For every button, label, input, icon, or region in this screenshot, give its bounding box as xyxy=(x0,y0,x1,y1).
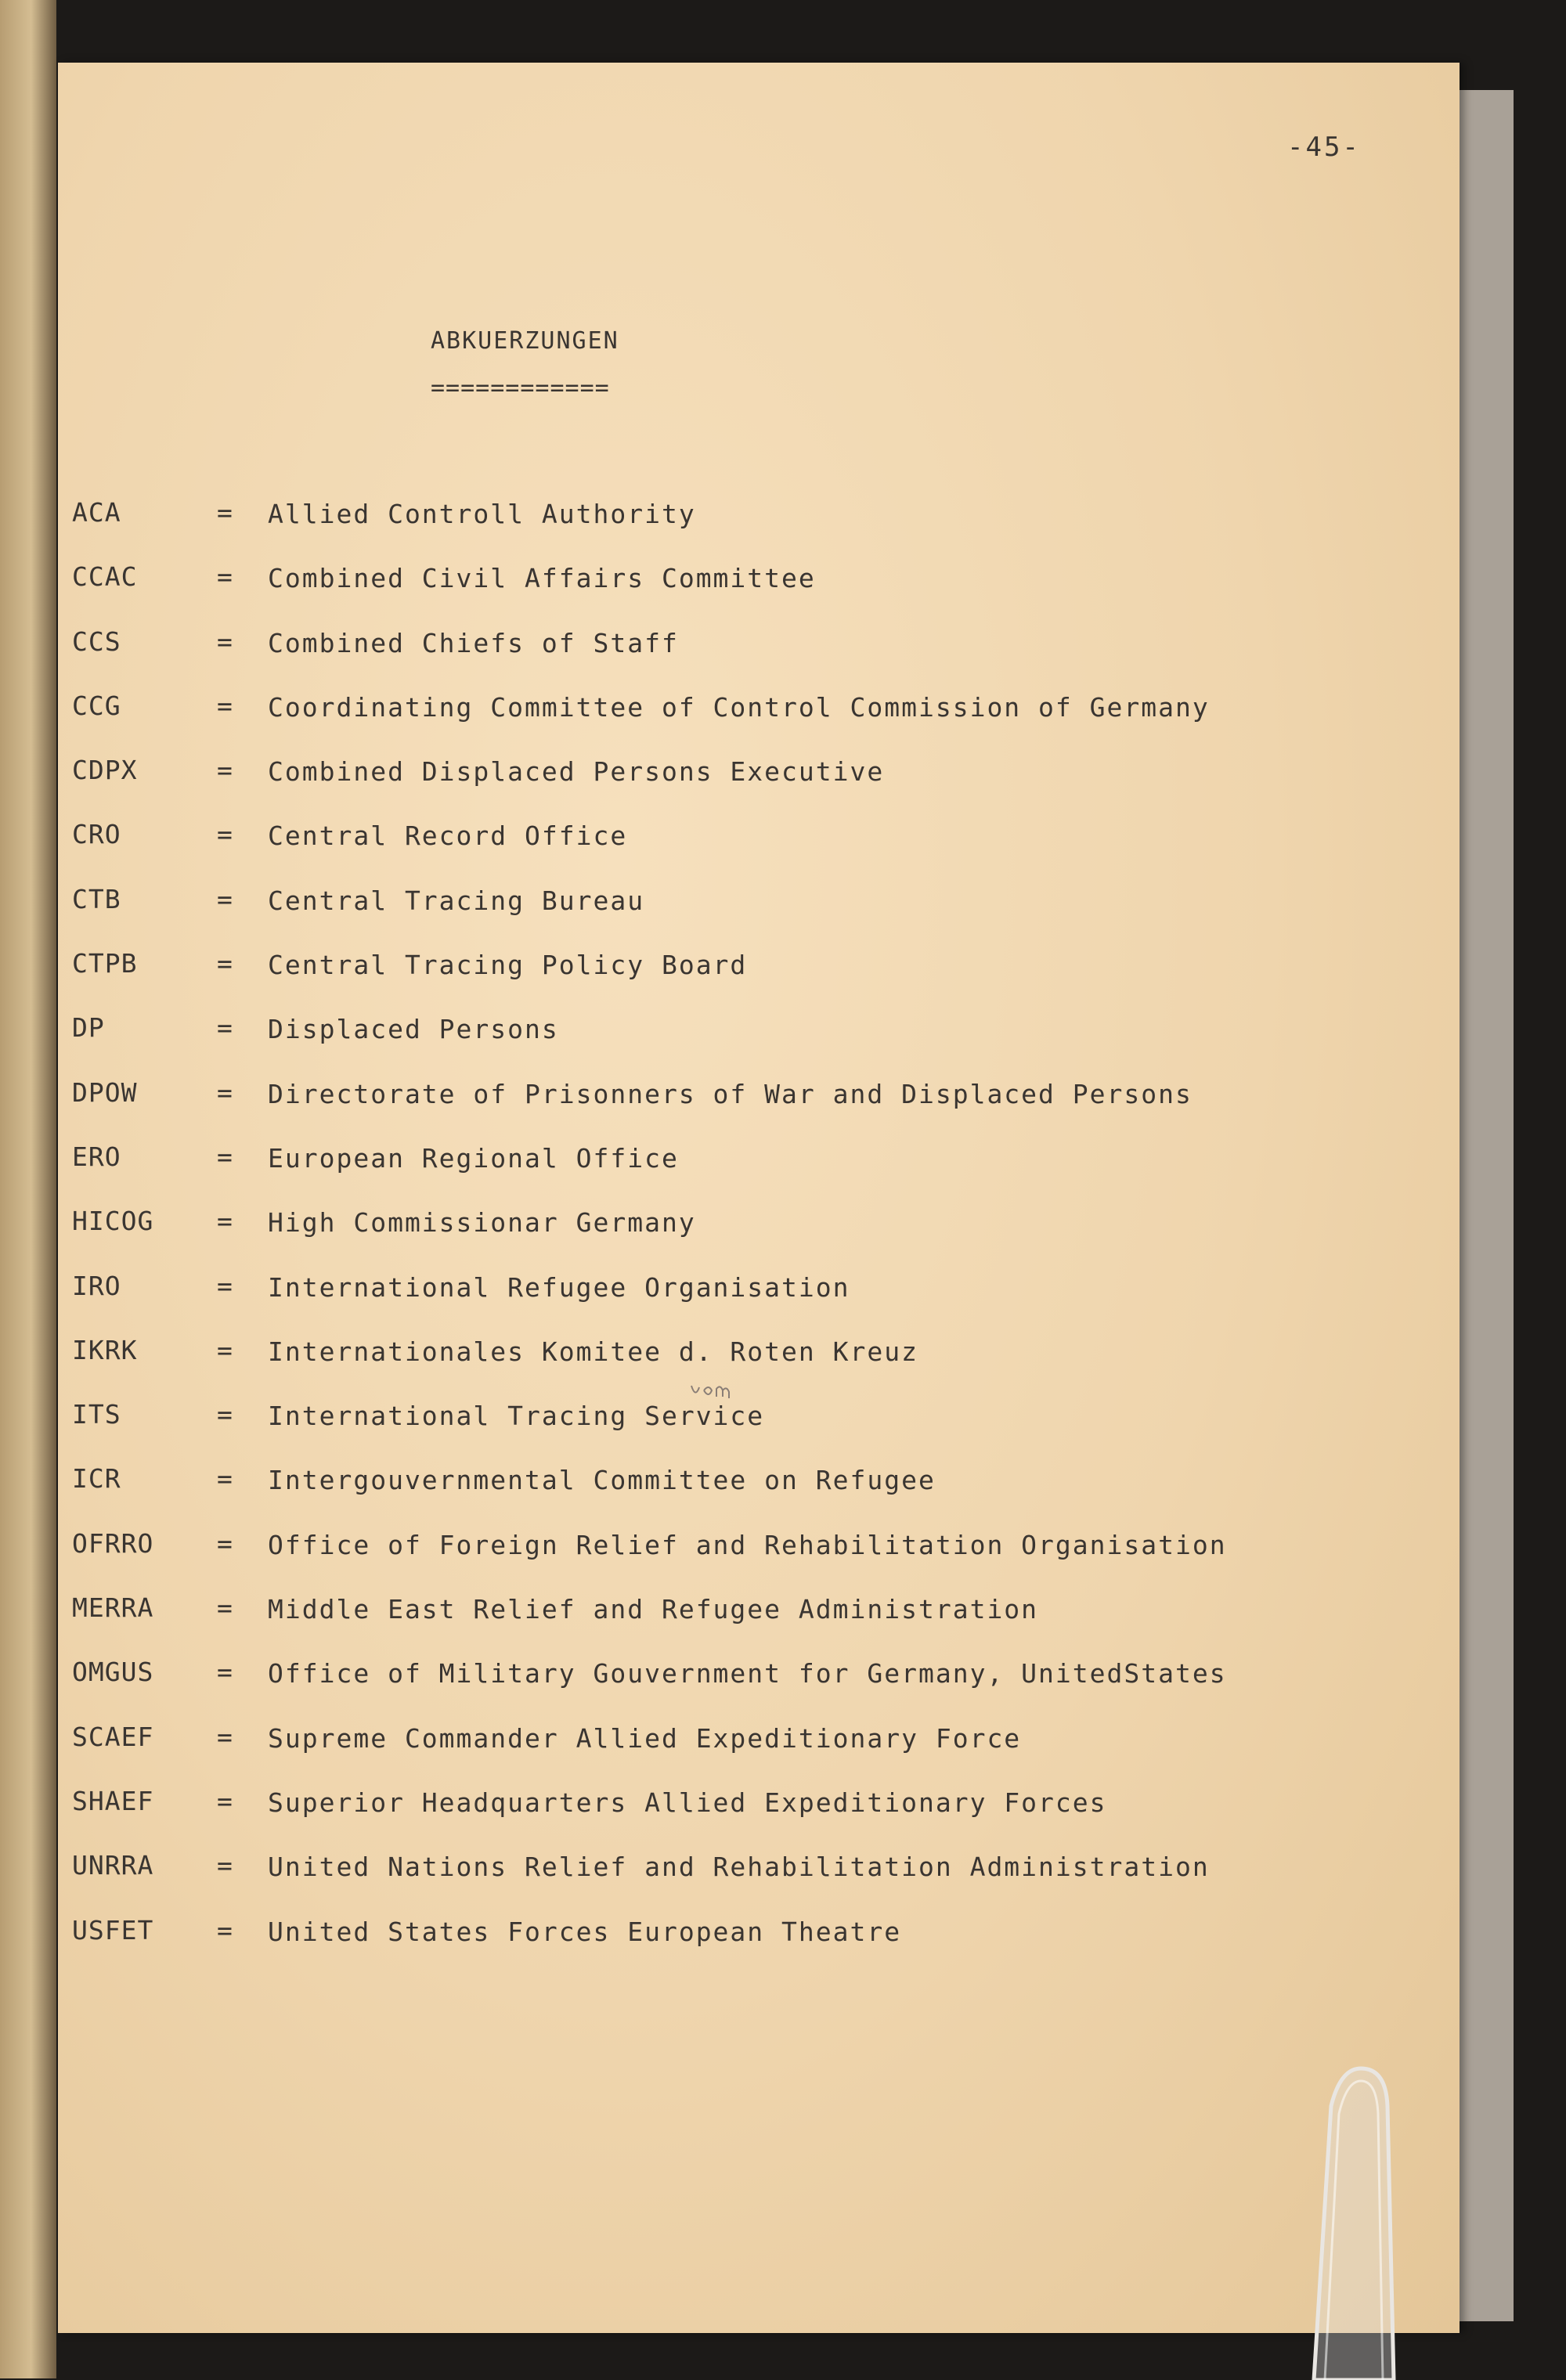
abbreviation-code: IKRK xyxy=(72,1334,138,1365)
abbreviation-meaning: International Refugee Organisation xyxy=(268,1271,850,1303)
abbreviation-meaning: European Regional Office xyxy=(268,1142,679,1174)
equals-sign: = xyxy=(217,1141,233,1172)
title-underline: ============ xyxy=(431,374,610,402)
abbreviation-meaning: Superior Headquarters Allied Expeditionary Forces xyxy=(268,1787,1107,1818)
abbreviation-row xyxy=(58,755,1460,819)
equals-sign: = xyxy=(217,497,233,528)
abbreviation-meaning: United Nations Relief and Rehabilitation Administration xyxy=(268,1852,1210,1883)
equals-sign: = xyxy=(217,1914,233,1945)
abbreviation-row xyxy=(58,1335,1460,1399)
abbreviation-meaning: Displaced Persons xyxy=(268,1014,559,1045)
abbreviation-code: CDPX xyxy=(72,755,138,786)
handwritten-note xyxy=(688,1379,735,1403)
abbreviation-row xyxy=(58,1141,1460,1206)
abbreviation-meaning: Central Tracing Policy Board xyxy=(268,950,748,981)
abbreviation-meaning: Internationales Komitee d. Roten Kreuz xyxy=(268,1336,918,1367)
abbreviation-meaning: United States Forces European Theatre xyxy=(268,1916,902,1947)
abbreviation-row xyxy=(58,561,1460,626)
abbreviation-meaning: Supreme Commander Allied Expeditionary Force xyxy=(268,1722,1022,1754)
equals-sign: = xyxy=(217,1399,233,1430)
equals-sign: = xyxy=(217,1527,233,1559)
abbreviation-row xyxy=(58,1786,1460,1850)
abbreviation-code: DPOW xyxy=(72,1076,138,1108)
abbreviation-code: CCAC xyxy=(72,561,138,593)
abbreviation-meaning: Allied Controll Authority xyxy=(268,499,696,529)
abbreviation-row xyxy=(58,1657,1460,1721)
abbreviation-meaning: Middle East Relief and Refugee Administration xyxy=(268,1594,1039,1625)
abbreviation-row xyxy=(58,497,1460,561)
abbreviation-row xyxy=(58,1528,1460,1592)
abbreviation-code: ICR xyxy=(72,1463,121,1495)
abbreviation-code: CCS xyxy=(72,626,121,657)
equals-sign: = xyxy=(217,755,233,786)
abbreviation-row xyxy=(58,948,1460,1012)
abbreviation-code: HICOG xyxy=(72,1206,154,1237)
equals-sign: = xyxy=(217,1592,233,1624)
abbreviation-row xyxy=(58,1592,1460,1657)
abbreviation-code: CRO xyxy=(72,819,121,850)
equals-sign: = xyxy=(217,1206,233,1237)
abbreviation-row xyxy=(58,1463,1460,1527)
abbreviation-list xyxy=(58,497,1460,1979)
page-number: -45- xyxy=(1287,132,1361,163)
abbreviation-row xyxy=(58,1850,1460,1914)
abbreviation-code: SHAEF xyxy=(72,1785,154,1816)
page-title: ABKUERZUNGEN xyxy=(431,327,619,355)
equals-sign: = xyxy=(217,1012,233,1044)
page-holder-stand xyxy=(1276,2059,1433,2380)
abbreviation-meaning: Coordinating Committee of Control Commission of Germany xyxy=(268,691,1210,723)
equals-sign: = xyxy=(217,561,233,593)
abbreviation-row xyxy=(58,1271,1460,1335)
abbreviation-code: USFET xyxy=(72,1914,154,1945)
abbreviation-row xyxy=(58,884,1460,948)
adjacent-page-edge xyxy=(0,0,56,2378)
equals-sign: = xyxy=(217,1334,233,1365)
equals-sign: = xyxy=(217,883,233,914)
abbreviation-meaning: Office of Foreign Relief and Rehabilitation Organisation xyxy=(268,1529,1227,1560)
abbreviation-code: CCG xyxy=(72,690,121,721)
abbreviation-row xyxy=(58,626,1460,691)
abbreviation-row xyxy=(58,1077,1460,1141)
abbreviation-meaning: Directorate of Prisonners of War and Displaced Persons xyxy=(268,1078,1193,1109)
abbreviation-meaning: Intergouvernmental Committee on Refugee xyxy=(268,1465,936,1496)
abbreviation-row xyxy=(58,1722,1460,1786)
abbreviation-row xyxy=(58,819,1460,883)
abbreviation-row xyxy=(58,1206,1460,1270)
equals-sign: = xyxy=(217,690,233,721)
equals-sign: = xyxy=(217,1721,233,1752)
equals-sign: = xyxy=(217,1850,233,1881)
abbreviation-row xyxy=(58,1012,1460,1076)
abbreviation-code: IRO xyxy=(72,1270,121,1301)
abbreviation-code: ITS xyxy=(72,1399,121,1430)
abbreviation-row xyxy=(58,1915,1460,1979)
abbreviation-meaning: Combined Displaced Persons Executive xyxy=(268,756,885,788)
equals-sign: = xyxy=(217,1657,233,1688)
abbreviation-meaning: Central Record Office xyxy=(268,820,628,852)
abbreviation-code: DP xyxy=(72,1012,105,1044)
abbreviation-code: CTB xyxy=(72,883,121,914)
abbreviation-row xyxy=(58,1399,1460,1463)
abbreviation-code: OFRRO xyxy=(72,1527,154,1559)
abbreviation-meaning: International Tracing Service xyxy=(268,1401,765,1432)
document-page xyxy=(58,63,1460,2333)
equals-sign: = xyxy=(217,948,233,979)
abbreviation-meaning: Combined Chiefs of Staff xyxy=(268,627,679,658)
abbreviation-code: UNRRA xyxy=(72,1850,154,1881)
equals-sign: = xyxy=(217,626,233,657)
abbreviation-code: SCAEF xyxy=(72,1721,154,1752)
abbreviation-row xyxy=(58,691,1460,755)
abbreviation-meaning: Office of Military Gouvernment for Germany, UnitedStates xyxy=(268,1658,1227,1689)
equals-sign: = xyxy=(217,1270,233,1301)
abbreviation-code: CTPB xyxy=(72,948,138,979)
equals-sign: = xyxy=(217,819,233,850)
abbreviation-meaning: Central Tracing Bureau xyxy=(268,885,645,916)
abbreviation-code: OMGUS xyxy=(72,1657,154,1688)
equals-sign: = xyxy=(217,1785,233,1816)
equals-sign: = xyxy=(217,1463,233,1495)
abbreviation-meaning: Combined Civil Affairs Committee xyxy=(268,563,816,594)
equals-sign: = xyxy=(217,1076,233,1108)
abbreviation-code: MERRA xyxy=(72,1592,154,1624)
abbreviation-meaning: High Commissionar Germany xyxy=(268,1207,696,1239)
abbreviation-code: ERO xyxy=(72,1141,121,1172)
abbreviation-code: ACA xyxy=(72,497,121,528)
